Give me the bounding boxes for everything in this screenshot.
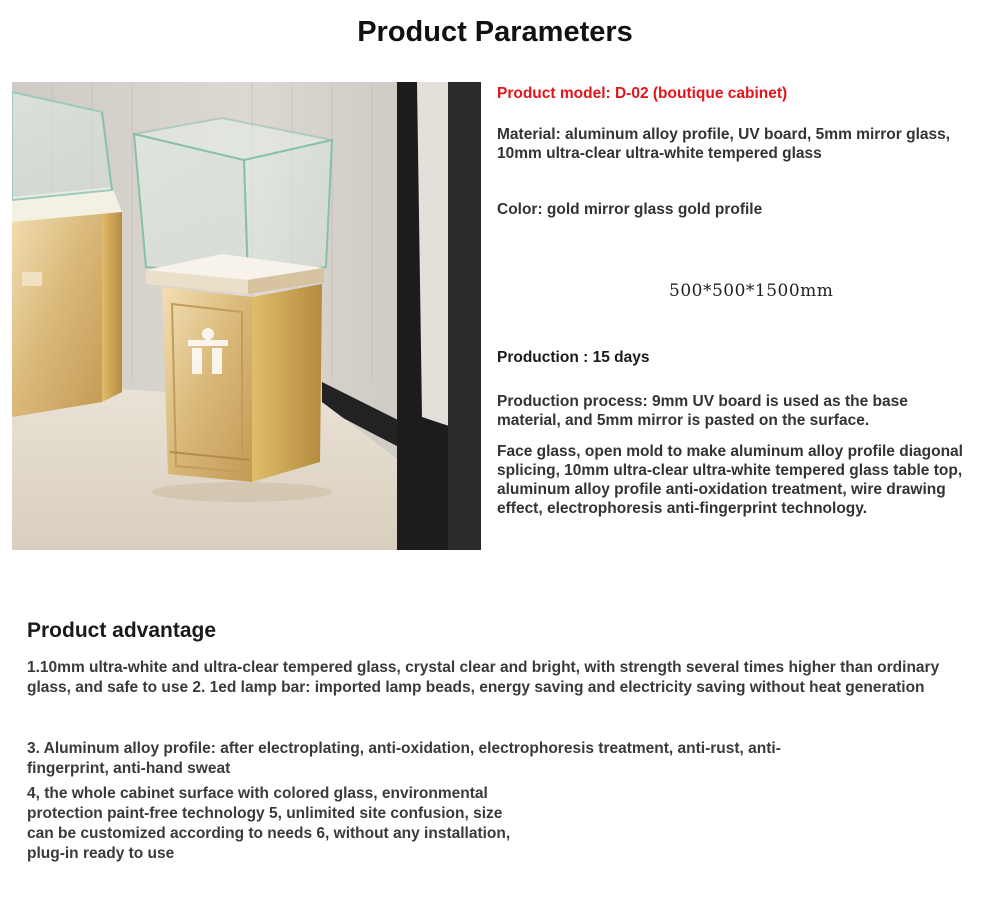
advantage-paragraph-3: 4, the whole cabinet surface with colored glass, environmental protection paint-free technology 5, unlimited site confusion, size can be customized according to needs 6, without any installation, plug-in ready to use (27, 785, 511, 862)
production-process: Production process: 9mm UV board is used as the base material, and 5mm mirror is pasted on the surface. (497, 393, 908, 429)
advantage-paragraph-2: 3. Aluminum alloy profile: after electroplating, anti-oxidation, electrophoresis treatment, anti-rust, anti-fingerprint, anti-hand sweat (27, 740, 781, 777)
product-model: Product model: D-02 (boutique cabinet) (497, 85, 788, 102)
material-text: Material: aluminum alloy profile, UV board, 5mm mirror glass, 10mm ultra-clear ultra-white tempered glass (497, 126, 951, 162)
size-text: 500*500*1500mm (669, 281, 834, 301)
page-title: Product Parameters (357, 16, 633, 48)
advantage-paragraph-1: 1.10mm ultra-white and ultra-clear tempered glass, crystal clear and bright, with strength several times higher than ordinary glass, and safe to use 2. 1ed lamp bar: imported lamp beads, energy saving and electricity saving without heat generation (27, 659, 940, 696)
production-time: Production : 15 days (497, 349, 650, 366)
face-glass-text: Face glass, open mold to make aluminum alloy profile diagonal splicing, 10mm ultra-clear ultra-white tempered glass table top, aluminum alloy profile anti-oxidation treatment, wire drawing effect, electrophoresis anti-fingerprint technology. (497, 443, 963, 517)
advantage-title: Product advantage (27, 619, 217, 642)
color-text: Color: gold mirror glass gold profile (497, 201, 763, 218)
product-image (12, 82, 481, 550)
